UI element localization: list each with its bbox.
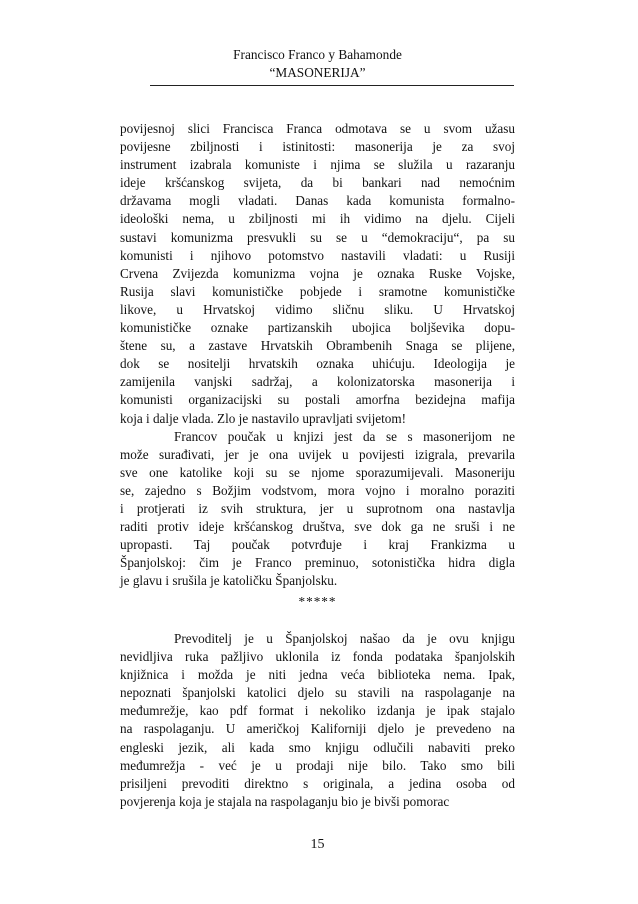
text-line: dok se nositelji hrvatskih oznaka uhićuju. Ideologija je	[120, 356, 515, 372]
text-line: ideje kršćanskog svijeta, da bi bankari nad nemoćnim	[120, 175, 515, 191]
text-line: može surađivati, jer je ona uvijek u povijesti izigrala, prevarila	[120, 446, 515, 462]
header-rule	[150, 85, 514, 86]
text-line: je glavu i srušila je katoličku Španjolsku.	[120, 573, 338, 589]
page-number: 15	[310, 837, 325, 852]
text-line: likove, u Hrvatskoj vidimo sličnu sliku. U Hrvatskoj	[120, 301, 515, 317]
text-line: koja i dalje vlada. Zlo je nastavilo upravljati svijetom!	[120, 410, 407, 426]
text-line: međumrežja - već je u prodaji nije bilo. Tako smo bili	[120, 757, 515, 773]
text-line: Crvena Zvijezda komunizma vojna je oznaka Ruske Vojske,	[120, 265, 515, 281]
paragraph	[120, 428, 515, 591]
text-line: Prevoditelj je u Španjolskoj našao da je ovu knjigu	[174, 631, 515, 646]
text-line: sustavi komunizma presvukli su se u “demokraciju“, pa su	[120, 229, 515, 245]
text-line: komunisti i njihovo potomstvo nastavili vladati: u Rusiji	[120, 247, 515, 263]
text-line: raditi protiv ideje kršćanskog društva, sve dok ga ne sruši i ne	[120, 519, 515, 535]
text-line: međumrežje, kao pdf format i nekoliko izdanja je ipak stajalo	[120, 703, 515, 719]
text-line: prisiljeni prevoditi direktno s originala, a jedina osoba od	[120, 775, 515, 791]
running-header	[120, 46, 515, 82]
section-separator: *****	[298, 594, 337, 609]
text-line: nepoznati španjolski katolici djelo su stavili na raspolaganje na	[120, 685, 515, 701]
text-line: instrument izabrala komuniste i njima se služila u razaranju	[120, 157, 515, 173]
text-line: sve one katolike koji su se njome sporazumijevali. Masoneriju	[120, 464, 515, 480]
text-line: i protjerati iz svih struktura, jer u suprotnom ona nastavlja	[120, 500, 515, 516]
header-title: “MASONERIJA”	[269, 65, 366, 80]
text-line: na raspolaganju. U američkoj Kaliforniji djelo je prevedeno na	[120, 721, 515, 737]
text-line: ideološki nema, u zbiljnosti mi ih vidimo na djelu. Cijeli	[120, 211, 515, 227]
body-text-section-2	[120, 630, 515, 811]
text-line: komunističke oznake partizanskih ubojica boljševika dopu-	[120, 320, 515, 336]
text-line: knjižnica i možda je niti jedna veća biblioteka nema. Ipak,	[120, 667, 515, 683]
text-line: engleski jezik, ali kada smo knjigu odlučili nabaviti preko	[120, 739, 515, 755]
text-line: povijesne zbiljnosti i istinitosti: masonerija je za svoj	[120, 139, 515, 155]
paragraph	[120, 630, 515, 811]
body-text-section-1	[120, 120, 515, 590]
text-line: se, zajedno s Božjim vodstvom, mora vojno i moralno poraziti	[120, 482, 515, 498]
text-line: Španjolskoj: čim je Franco preminuo, sotonistička hidra digla	[120, 555, 515, 571]
text-line: povijesnoj slici Francisca Franca odmotava se u svom užasu	[120, 121, 515, 136]
paragraph	[120, 120, 515, 428]
text-line: državama mogli vladati. Danas kada komunista formalno-	[120, 193, 515, 209]
text-line: nevidljiva ruka pažljivo uklonila iz fonda podataka španjolskih	[120, 649, 515, 665]
text-line: povjerenja koja je stajala na raspolaganju bio je bivši pomorac	[120, 793, 450, 809]
header-author: Francisco Franco y Bahamonde	[233, 47, 402, 62]
text-line: štene su, a zastave Hrvatskih Obrambenih Snaga se plijene,	[120, 338, 515, 354]
text-line: upropasti. Taj poučak potvrđuje i kraj Frankizma u	[120, 537, 515, 553]
text-line: komunisti organizacijski su postali amorfna bezidejna mafija	[120, 392, 515, 408]
text-line: Francov poučak u knjizi jest da se s masonerijom ne	[174, 428, 515, 444]
text-line: zamijenila vanjski sadržaj, a kolonizatorska masonerija i	[120, 374, 515, 390]
text-line: Rusija slavi komunističke pobjede i sramotne komunističke	[120, 283, 515, 299]
